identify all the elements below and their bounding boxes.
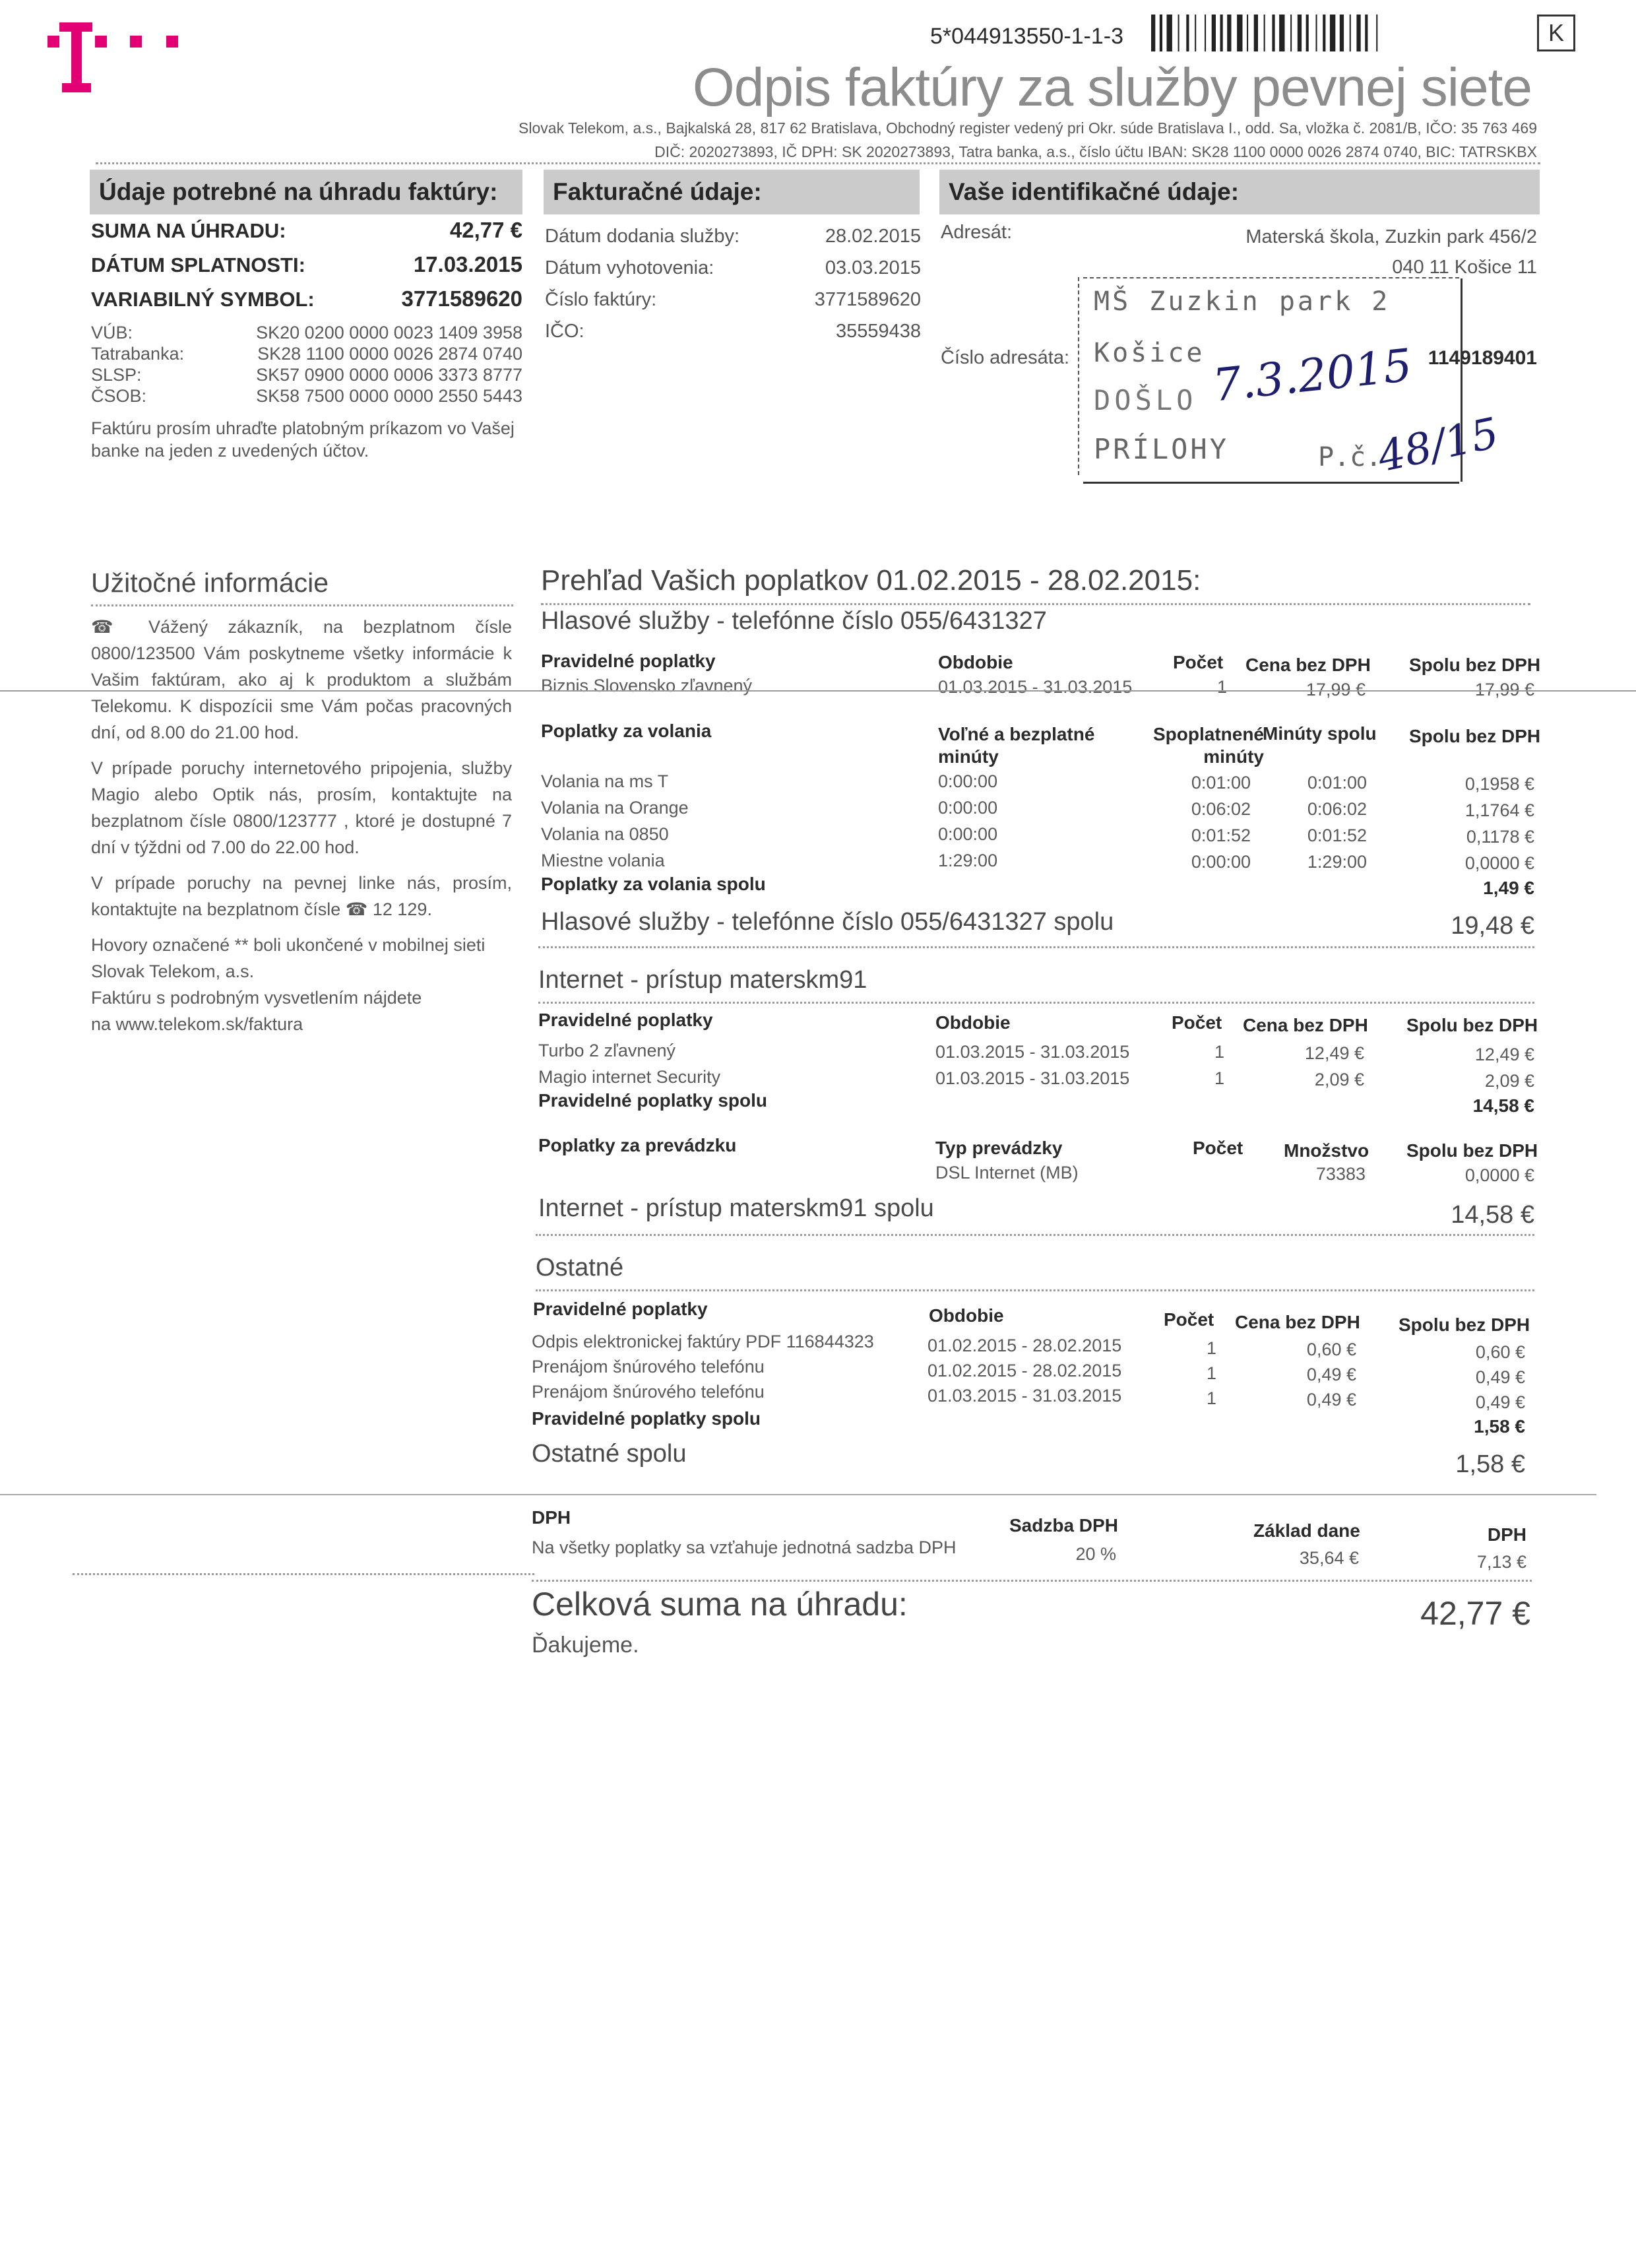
barcode-bar	[1298, 15, 1302, 51]
internet-divider	[536, 1234, 1534, 1236]
col-spolu2: Spolu bez DPH	[1406, 1140, 1538, 1161]
addressee-line: 040 11 Košice 11	[1392, 257, 1537, 278]
payment-heading: Údaje potrebné na úhradu faktúry:	[90, 170, 522, 214]
other-item-prices	[1244, 1337, 1356, 1412]
calls-head: Poplatky za volania	[541, 721, 712, 741]
other-reg-sum: 1,58 €	[1474, 1416, 1525, 1437]
col-paid-line: minúty	[1203, 746, 1264, 767]
telekom-logo	[47, 22, 206, 95]
billing-value: 3771589620	[814, 289, 921, 310]
vat-rate: 20 %	[1075, 1544, 1116, 1564]
internet-item-total: 2,09 €	[1484, 1071, 1534, 1091]
col-free	[938, 723, 1094, 768]
calls-free	[938, 768, 997, 874]
handwritten-date: 7.3.2015	[1210, 339, 1415, 412]
other-item-count: 1	[1206, 1388, 1216, 1408]
voice-item-count: 1	[1216, 677, 1227, 697]
barcode-bar	[1151, 15, 1155, 51]
company-line-2: DIČ: 2020273893, IČ DPH: SK 2020273893, Tatra banka, a.s., číslo účtu IBAN: SK28 1100 0000 0026 2874 0740, BIC: TATRSKBX	[654, 143, 1537, 160]
col-base: Základ dane	[1253, 1520, 1360, 1541]
other-reg-head: Pravidelné poplatky	[533, 1299, 708, 1319]
call-total-min: 1:29:00	[1307, 852, 1367, 872]
other-divider-top	[536, 1289, 1534, 1291]
stamp-border-bottom	[1083, 482, 1459, 484]
barcode-bar	[1212, 15, 1216, 51]
call-paid: 0:01:52	[1191, 826, 1251, 845]
bank-iban: SK58 7500 0000 0000 2550 5443	[256, 386, 522, 406]
barcode-bar	[1340, 15, 1344, 51]
bank-name: ČSOB:	[91, 386, 147, 406]
voice-item-total: 17,99 €	[1474, 680, 1534, 699]
col-pocet: Počet	[1164, 1309, 1214, 1330]
payment-note-line: banke na jeden z uvedených účtov.	[91, 441, 369, 461]
billing-value: 28.02.2015	[825, 226, 921, 247]
call-free: 1:29:00	[938, 851, 998, 870]
other-item-period: 01.02.2015 - 28.02.2015	[928, 1336, 1122, 1355]
addressee-no-label: Číslo adresáta:	[941, 347, 1070, 368]
bank-ibans	[245, 322, 522, 406]
useful-text	[91, 614, 512, 1037]
internet-divider-top	[538, 1002, 1534, 1004]
barcode-bar	[1227, 15, 1231, 51]
call-name: Miestne volania	[541, 851, 665, 870]
due-date-value: 17.03.2015	[413, 252, 522, 276]
voice-total-label: Hlasové služby - telefónne číslo 055/6431327 spolu	[541, 908, 1114, 936]
col-free-line: minúty	[938, 746, 999, 767]
bank-name: SLSP:	[91, 365, 142, 385]
other-item-price: 0,49 €	[1306, 1365, 1356, 1384]
addressee-no: 1149189401	[1428, 347, 1537, 369]
vs-value: 3771589620	[401, 286, 522, 311]
col-free-line: Voľné a bezplatné	[938, 724, 1095, 744]
grand-total: 42,77 €	[1420, 1595, 1530, 1632]
voice-item-name: Biznis Slovensko zľavnený	[541, 676, 753, 696]
internet-item-totals	[1405, 1041, 1534, 1094]
barcode-bar	[1237, 15, 1242, 51]
internet-item-counts	[1172, 1039, 1224, 1091]
col-pocet2: Počet	[1193, 1138, 1243, 1158]
barcode-bar	[1330, 15, 1335, 51]
billing-label: IČO:	[545, 321, 584, 342]
call-total-min: 0:01:52	[1307, 826, 1367, 845]
barcode-bar	[1356, 15, 1360, 51]
barcode-bar	[1290, 15, 1292, 51]
useful-paragraph: V prípade poruchy na pevnej linke nás, prosím, kontaktujte na bezplatnom čísle ☎ 12 129.	[91, 873, 512, 919]
col-spolu: Spolu bez DPH	[1406, 1015, 1538, 1035]
internet-total-label: Internet - prístup materskm91 spolu	[538, 1194, 934, 1222]
op-total: 0,0000 €	[1464, 1165, 1534, 1185]
internet-item-prices	[1251, 1040, 1364, 1093]
col-obdobie: Obdobie	[935, 1012, 1011, 1033]
call-paid: 0:00:00	[1191, 852, 1251, 872]
grand-total-label: Celková suma na úhradu:	[532, 1586, 908, 1623]
other-total: 1,58 €	[1455, 1450, 1525, 1478]
other-item-price: 0,60 €	[1306, 1340, 1356, 1359]
col-spolu: Spolu bez DPH	[1399, 1314, 1530, 1335]
vat-note: Na všetky poplatky sa vzťahuje jednotná sadzba DPH	[532, 1538, 957, 1557]
internet-reg-sum: 14,58 €	[1472, 1095, 1534, 1116]
voice-divider	[538, 946, 1534, 948]
stamp-border-left	[1078, 277, 1081, 475]
sum-label: SUMA NA ÚHRADU:	[91, 219, 286, 242]
internet-item-count: 1	[1214, 1068, 1224, 1088]
stamp-line-4: PRÍLOHY	[1094, 433, 1230, 465]
billing-label: Dátum dodania služby:	[545, 226, 739, 247]
barcode-bar	[1365, 15, 1368, 51]
addressee-line: Materská škola, Zuzkin park 456/2	[1245, 226, 1537, 247]
other-total-label: Ostatné spolu	[532, 1440, 687, 1468]
company-info	[350, 116, 1537, 164]
internet-item-total: 12,49 €	[1474, 1045, 1534, 1064]
op-qty: 73383	[1315, 1164, 1366, 1184]
voice-reg-head: Pravidelné poplatky	[541, 651, 716, 671]
billing-heading: Fakturačné údaje:	[544, 170, 920, 214]
ident-heading: Vaše identifikačné údaje:	[939, 170, 1540, 214]
internet-item-names	[538, 1037, 720, 1090]
useful-paragraph: Hovory označené ** boli ukončené v mobilnej sieti Slovak Telekom, a.s.	[91, 935, 486, 981]
call-total-min: 0:01:00	[1307, 773, 1367, 793]
col-mnozstvo: Množstvo	[1284, 1140, 1369, 1161]
internet-item-name: Turbo 2 zľavnený	[538, 1041, 676, 1060]
other-item-name: Prenájom šnúrového telefónu	[532, 1357, 765, 1377]
col-cena: Cena bez DPH	[1235, 1312, 1360, 1332]
other-item-period: 01.03.2015 - 31.03.2015	[928, 1386, 1122, 1406]
call-paid: 0:06:02	[1191, 799, 1251, 819]
stamp-border-top	[1083, 277, 1459, 280]
call-name: Volania na 0850	[541, 824, 669, 844]
bank-iban: SK28 1100 0000 0026 2874 0740	[257, 344, 522, 364]
barcode-bar	[1254, 15, 1258, 51]
barcode-bar	[1279, 15, 1284, 51]
other-item-total: 0,49 €	[1475, 1367, 1525, 1387]
barcode	[1151, 15, 1507, 51]
bank-iban: SK20 0200 0000 0023 1409 3958	[256, 323, 522, 342]
barcode-bar	[1195, 15, 1196, 51]
internet-item-periods	[935, 1039, 1129, 1091]
scan-line	[0, 690, 1636, 692]
calls-amounts	[1405, 771, 1534, 876]
useful-paragraph: ☎ Vážený zákazník, na bezplatnom čísle 0800/123500 Vám poskytneme všetky informácie k Vašim faktúram, ako aj k produktom a službám Telekomu. K dispozícii sme Vám počas pracovných dní, od 8.00 do 21.00 hod.	[91, 617, 512, 742]
stamp-line-2: Košice	[1094, 338, 1205, 368]
call-name: Volania na Orange	[541, 798, 689, 818]
internet-item-price: 12,49 €	[1304, 1043, 1364, 1063]
k-box: K	[1537, 15, 1575, 51]
call-amount: 1,1764 €	[1464, 800, 1534, 820]
barcode-bar	[1306, 15, 1309, 51]
payment-note	[91, 417, 515, 462]
bank-name: Tatrabanka:	[91, 344, 185, 364]
voice-item-price: 17,99 €	[1306, 680, 1366, 699]
col-vat: DPH	[1487, 1524, 1526, 1545]
calls-names	[541, 768, 689, 874]
addressee-label: Adresát:	[941, 222, 1012, 243]
call-total-min: 0:06:02	[1307, 799, 1367, 819]
thanks-text: Ďakujeme.	[532, 1633, 639, 1658]
internet-reg-head: Pravidelné poplatky	[538, 1010, 713, 1030]
barcode-bar	[1247, 15, 1248, 51]
barcode-bar	[1167, 15, 1172, 51]
col-paid-line: Spoplatnené	[1152, 724, 1264, 744]
col-paid	[1139, 723, 1264, 768]
useful-paragraph: V prípade poruchy internetového pripojenia, služby Magio alebo Optik nás, prosím, kontaktujte na bezplatnom čísle 0800/123777 , ktoré je dostupné 7 dní v týždni od 7.00 do 22.00 hod.	[91, 758, 512, 857]
other-item-count: 1	[1206, 1338, 1216, 1358]
scan-line-2	[0, 1494, 1596, 1495]
vat-divider	[532, 1580, 1532, 1582]
header-divider	[96, 162, 1540, 164]
other-item-periods	[928, 1333, 1121, 1408]
call-amount: 0,1958 €	[1464, 774, 1534, 794]
other-item-totals	[1396, 1340, 1525, 1415]
other-item-price: 0,49 €	[1306, 1390, 1356, 1409]
stamp-line-3: DOŠLO	[1094, 384, 1197, 416]
handwritten-number: 48/15	[1373, 408, 1503, 482]
vat-value: 7,13 €	[1476, 1552, 1526, 1572]
billing-label: Číslo faktúry:	[545, 289, 657, 310]
vs-label: VARIABILNÝ SYMBOL:	[91, 288, 315, 311]
barcode-number: 5*044913550-1-1-3	[930, 24, 1124, 49]
company-line-1: Slovak Telekom, a.s., Bajkalská 28, 817 62 Bratislava, Obchodný register vedený pri Okr. súde Bratislava I., odd. Sa, vložka č. 2081/B, IČO: 35 763 469	[519, 119, 1537, 137]
voice-title: Hlasové služby - telefónne číslo 055/6431327	[541, 607, 1047, 635]
call-free: 0:00:00	[938, 824, 998, 844]
barcode-bar	[1323, 15, 1325, 51]
voice-total: 19,48 €	[1451, 912, 1534, 940]
due-date-label: DÁTUM SPLATNOSTI:	[91, 253, 305, 276]
bank-iban: SK57 0900 0000 0006 3373 8777	[256, 365, 522, 385]
call-amount: 0,1178 €	[1466, 827, 1534, 847]
col-cena: Cena bez DPH	[1245, 655, 1371, 675]
col-pocet: Počet	[1172, 1012, 1222, 1033]
overview-divider	[541, 603, 1530, 605]
barcode-bar	[1205, 15, 1206, 51]
calls-sum-label: Poplatky za volania spolu	[541, 874, 766, 894]
col-cena: Cena bez DPH	[1243, 1015, 1368, 1035]
barcode-bar	[1350, 15, 1351, 51]
vat-head: DPH	[532, 1507, 571, 1528]
other-item-counts	[1164, 1336, 1216, 1411]
internet-total: 14,58 €	[1451, 1201, 1534, 1229]
col-pocet: Počet	[1173, 652, 1224, 672]
bank-name: VÚB:	[91, 323, 133, 342]
payment-note-line: Faktúru prosím uhraďte platobným príkazom vo Vašej	[91, 418, 515, 438]
col-spolu: Spolu bez DPH	[1409, 655, 1541, 675]
barcode-bar	[1178, 15, 1180, 51]
useful-divider	[91, 604, 513, 606]
sum-value: 42,77 €	[449, 218, 522, 242]
useful-heading: Užitočné informácie	[91, 567, 329, 598]
op-type: DSL Internet (MB)	[935, 1163, 1079, 1183]
other-title: Ostatné	[536, 1254, 624, 1281]
document-title: Odpis faktúry za služby pevnej siete	[692, 57, 1532, 117]
billing-value: 35559438	[835, 321, 921, 342]
other-item-name: Prenájom šnúrového telefónu	[532, 1382, 765, 1402]
billing-labels	[545, 220, 739, 347]
other-item-total: 0,60 €	[1475, 1342, 1525, 1362]
barcode-bar	[1186, 15, 1189, 51]
other-item-period: 01.02.2015 - 28.02.2015	[928, 1361, 1122, 1380]
barcode-bar	[1160, 15, 1162, 51]
col-rate: Sadzba DPH	[1009, 1515, 1118, 1536]
internet-item-period: 01.03.2015 - 31.03.2015	[935, 1042, 1130, 1062]
overview-heading: Prehľad Vašich poplatkov 01.02.2015 - 28.02.2015:	[541, 564, 1201, 597]
barcode-bar	[1220, 15, 1223, 51]
call-amount: 0,0000 €	[1464, 853, 1534, 873]
useful-paragraph: Faktúru s podrobným vysvetlením nájdete	[91, 988, 422, 1008]
barcode-bar	[1376, 15, 1377, 51]
op-head: Poplatky za prevádzku	[538, 1135, 737, 1155]
col-obdobie: Obdobie	[938, 652, 1013, 672]
call-paid: 0:01:00	[1191, 773, 1251, 793]
other-reg-sum-label: Pravidelné poplatky spolu	[532, 1408, 761, 1429]
internet-title: Internet - prístup materskm91	[538, 966, 867, 994]
internet-item-price: 2,09 €	[1314, 1070, 1364, 1089]
barcode-bar	[1316, 15, 1317, 51]
other-item-count: 1	[1206, 1363, 1216, 1383]
vat-base: 35,64 €	[1299, 1548, 1359, 1568]
calls-paid	[1139, 769, 1251, 875]
internet-item-name: Magio internet Security	[538, 1067, 721, 1087]
col-spolu-calls: Spolu bez DPH	[1409, 726, 1541, 746]
col-typ: Typ prevádzky	[935, 1138, 1063, 1158]
useful-link: na www.telekom.sk/faktura	[91, 1014, 303, 1034]
internet-item-count: 1	[1214, 1042, 1224, 1062]
col-total-min: Minúty spolu	[1263, 723, 1377, 744]
billing-values	[745, 220, 921, 347]
internet-item-period: 01.03.2015 - 31.03.2015	[935, 1068, 1130, 1088]
internet-reg-sum-label: Pravidelné poplatky spolu	[538, 1090, 767, 1111]
calls-sum: 1,49 €	[1483, 878, 1534, 898]
stamp-pc-label: P.č.	[1318, 442, 1382, 472]
calls-total-min	[1253, 769, 1367, 875]
barcode-bar	[1272, 15, 1274, 51]
col-obdobie: Obdobie	[929, 1305, 1004, 1326]
stamp-line-1: MŠ Zuzkin park 2	[1094, 286, 1391, 317]
other-item-total: 0,49 €	[1475, 1392, 1525, 1412]
call-free: 0:00:00	[938, 798, 998, 818]
bank-names	[91, 322, 184, 406]
call-free: 0:00:00	[938, 771, 998, 791]
barcode-bar	[1264, 15, 1265, 51]
voice-item-period: 01.03.2015 - 31.03.2015	[938, 677, 1133, 697]
vat-divider-left	[73, 1573, 534, 1575]
billing-value: 03.03.2015	[825, 257, 921, 278]
call-name: Volania na ms T	[541, 771, 669, 791]
other-item-name: Odpis elektronickej faktúry PDF 116844323	[532, 1332, 874, 1351]
billing-label: Dátum vyhotovenia:	[545, 257, 714, 278]
other-item-names	[532, 1329, 874, 1404]
